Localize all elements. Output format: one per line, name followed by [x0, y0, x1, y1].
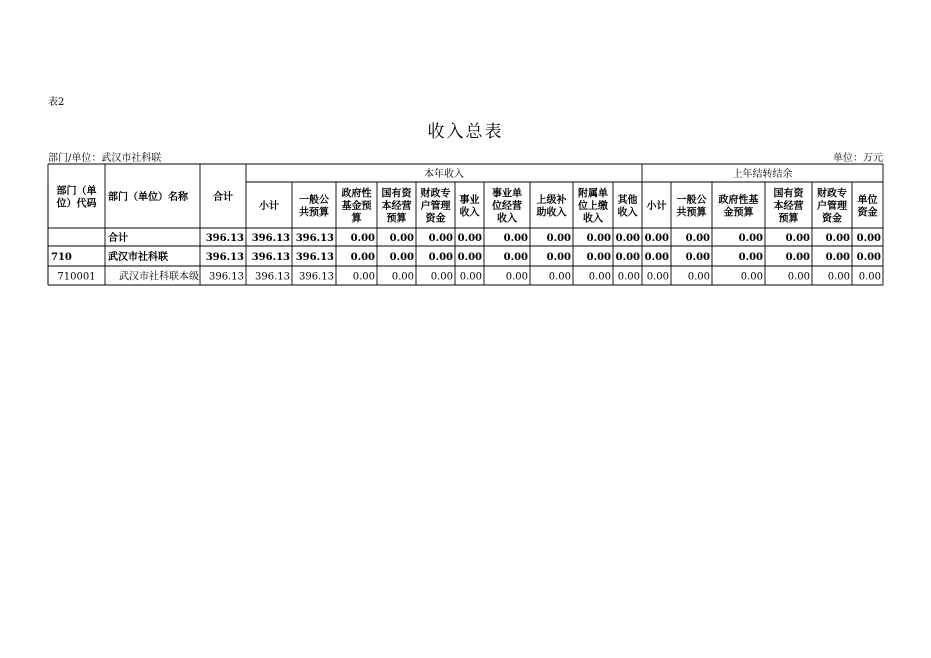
table-cell-value: 0.00 [856, 233, 881, 244]
table-cell-value: 396.13 [299, 271, 334, 283]
table-cell-value: 0.00 [785, 252, 810, 263]
column-header-cy-unitop: 事业单 [492, 188, 522, 200]
department-label: 部门/单位：武汉市社科联 [48, 153, 162, 164]
column-header-ly-stateop: 国有资 [773, 188, 804, 200]
table-row-name: 合计 [108, 233, 128, 244]
column-header-cy-general: 一般公 [299, 194, 329, 206]
table-number: 表2 [48, 97, 65, 108]
table-cell-value: 0.00 [428, 233, 453, 244]
table-cell-value: 0.00 [825, 233, 850, 244]
table-cell-value: 0.00 [546, 252, 571, 263]
table-cell-value: 0.00 [352, 271, 375, 283]
table-cell-value: 0.00 [588, 271, 611, 283]
column-header-ly-fiscal: 财政专 [817, 188, 847, 200]
column-header-cy-affiliated: 位上缴 [578, 201, 608, 212]
column-header-cy-unitop: 收入 [497, 213, 517, 225]
table-cell-value: 0.00 [548, 271, 571, 283]
table-row-name: 武汉市社科联本级 [119, 271, 199, 283]
table-cell-value: 396.13 [295, 233, 334, 244]
table-cell-value: 0.00 [350, 233, 375, 244]
table-cell-value: 0.00 [615, 233, 640, 244]
table-cell-value: 396.13 [205, 252, 244, 263]
column-header-cy-fiscal: 户管理 [420, 201, 451, 212]
column-header-ly-general: 一般公 [676, 194, 707, 206]
column-header-cy-fiscal: 财政专 [420, 188, 451, 200]
table-cell-value: 0.00 [546, 233, 571, 244]
table-cell-value: 0.00 [787, 271, 810, 283]
column-header-ly-fiscal: 资金 [822, 213, 842, 225]
column-header-cy-subsidy: 助收入 [536, 207, 567, 219]
column-header-code: 位）代码 [56, 198, 97, 210]
table-cell-value: 396.13 [209, 271, 244, 283]
column-header-cy-govfund: 政府性 [341, 188, 372, 200]
table-cell-value: 0.00 [615, 252, 640, 263]
column-header-cy-govfund: 基金预 [341, 201, 372, 212]
column-header-ly-stateop: 本经营 [773, 201, 804, 212]
table-cell-value: 0.00 [457, 252, 482, 263]
column-header-cy-business: 事业 [459, 194, 480, 206]
column-header-code: 部门（单 [56, 185, 97, 197]
table-cell-value: 0.00 [586, 233, 611, 244]
column-header-ly-stateop: 预算 [778, 213, 799, 225]
column-header-cy-unitop: 位经营 [492, 201, 522, 212]
table-cell-value: 0.00 [740, 271, 763, 283]
table-cell-value: 0.00 [503, 233, 528, 244]
column-header-cy-other: 收入 [617, 207, 638, 219]
column-header-cy-govfund: 算 [351, 213, 362, 225]
table-cell-value: 396.13 [251, 233, 290, 244]
column-header-total: 合计 [213, 192, 233, 203]
table-cell-value: 0.00 [430, 271, 453, 283]
column-header-ly-fiscal: 户管理 [817, 201, 847, 212]
table-cell-value: 0.00 [644, 252, 669, 263]
table-cell-value: 0.00 [738, 233, 763, 244]
table-cell-value: 0.00 [825, 252, 850, 263]
table-row-name: 武汉市社科联 [108, 252, 168, 263]
table-cell-value: 0.00 [827, 271, 850, 283]
column-header-cy-subtotal: 小计 [259, 201, 279, 212]
table-cell-value: 0.00 [505, 271, 528, 283]
column-header-ly-subtotal: 小计 [646, 201, 667, 212]
table-cell-value: 0.00 [644, 233, 669, 244]
table-row-code: 710001 [57, 271, 96, 283]
table-cell-value: 0.00 [685, 252, 710, 263]
table-cell-value: 396.13 [255, 271, 290, 283]
table-cell-value: 0.00 [389, 252, 414, 263]
column-header-cy-fiscal: 资金 [425, 213, 446, 225]
table-cell-value: 0.00 [617, 271, 640, 283]
table-cell-value: 0.00 [391, 271, 414, 283]
table-cell-value: 0.00 [586, 252, 611, 263]
page-title: 收入总表 [427, 122, 504, 142]
table-cell-value: 0.00 [785, 233, 810, 244]
column-header-ly-unitfund: 资金 [857, 207, 878, 219]
column-header-cy-affiliated: 收入 [583, 213, 603, 225]
table-cell-value: 0.00 [646, 271, 669, 283]
table-cell-value: 0.00 [350, 252, 375, 263]
column-header-ly-unitfund: 单位 [857, 194, 878, 206]
column-header-cy-stateop: 国有资 [381, 188, 412, 200]
column-header-name: 部门（单位）名称 [108, 192, 188, 203]
table-cell-value: 0.00 [685, 233, 710, 244]
group-header-current-year: 本年收入 [424, 169, 464, 180]
table-cell-value: 0.00 [856, 252, 881, 263]
column-header-ly-govfund: 政府性基 [718, 194, 759, 206]
table-cell-value: 0.00 [687, 271, 710, 283]
column-header-cy-stateop: 本经营 [381, 201, 412, 212]
column-header-cy-affiliated: 附属单 [578, 188, 608, 200]
table-cell-value: 0.00 [457, 233, 482, 244]
column-header-cy-stateop: 预算 [386, 213, 407, 225]
table-cell-value: 0.00 [389, 233, 414, 244]
table-cell-value: 0.00 [459, 271, 482, 283]
column-header-ly-general: 共预算 [676, 207, 707, 219]
column-header-cy-other: 其他 [617, 194, 638, 206]
table-cell-value: 0.00 [503, 252, 528, 263]
unit-label: 单位：万元 [833, 153, 883, 164]
table-cell-value: 0.00 [738, 252, 763, 263]
table-row-code: 710 [51, 252, 72, 263]
group-header-last-year: 上年结转结余 [732, 169, 793, 180]
table-cell-value: 396.13 [295, 252, 334, 263]
column-header-cy-business: 收入 [459, 207, 480, 219]
table-cell-value: 396.13 [205, 233, 244, 244]
column-header-ly-govfund: 金预算 [723, 207, 754, 219]
table-cell-value: 0.00 [428, 252, 453, 263]
table-cell-value: 0.00 [858, 271, 881, 283]
table-cell-value: 396.13 [251, 252, 290, 263]
column-header-cy-general: 共预算 [299, 207, 329, 219]
column-header-cy-subsidy: 上级补 [536, 194, 567, 206]
